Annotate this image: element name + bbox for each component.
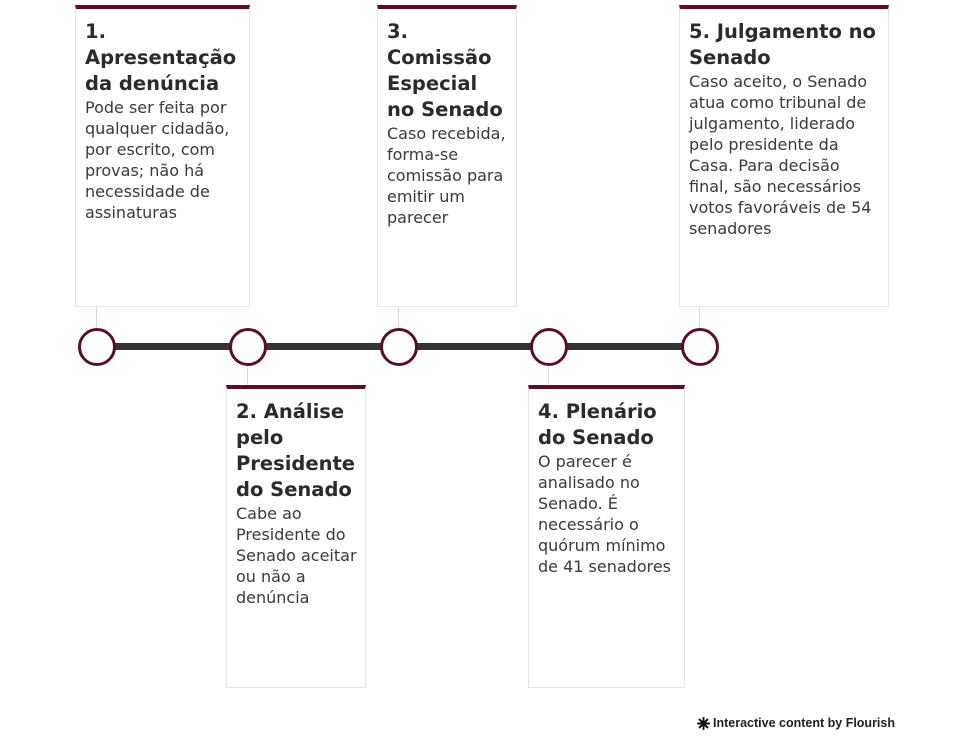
event-description: Caso aceito, o Senado atua como tribunal de julgamento, liderado pelo presidente da Casa. Para decisão final, são necessários votos favoráveis de 54 senadores bbox=[689, 72, 872, 238]
connector-3 bbox=[398, 307, 399, 329]
timeline-node-4[interactable] bbox=[530, 328, 568, 366]
event-title: 3. Comissão Especial no Senado bbox=[387, 20, 503, 121]
event-title: 2. Análise pelo Presidente do Senado bbox=[236, 400, 356, 501]
connector-1 bbox=[96, 307, 97, 329]
event-card-3 bbox=[377, 5, 517, 307]
event-title: 4. Plenário do Senado bbox=[538, 400, 657, 449]
event-title: 5. Julgamento no Senado bbox=[689, 20, 876, 69]
event-title: 1. Apresentação da denúncia bbox=[85, 20, 237, 95]
event-card-2 bbox=[226, 385, 366, 688]
event-card-4 bbox=[528, 385, 685, 688]
event-description: Caso recebida, forma-se comissão para emitir um parecer bbox=[387, 124, 506, 227]
connector-2 bbox=[247, 364, 248, 386]
timeline-node-3[interactable] bbox=[380, 328, 418, 366]
credit-text: Interactive content by Flourish bbox=[713, 716, 895, 730]
event-card-5 bbox=[679, 5, 889, 307]
timeline-node-2[interactable] bbox=[229, 328, 267, 366]
event-description: Cabe ao Presidente do Senado aceitar ou não a denúncia bbox=[236, 504, 357, 607]
event-description: O parecer é analisado no Senado. É necessário o quórum mínimo de 41 senadores bbox=[538, 452, 672, 576]
event-description: Pode ser feita por qualquer cidadão, por escrito, com provas; não há necessidade de assinaturas bbox=[85, 98, 230, 222]
flourish-credit-link[interactable] bbox=[697, 716, 895, 730]
connector-4 bbox=[548, 364, 549, 386]
event-card-1 bbox=[75, 5, 250, 307]
timeline-node-1[interactable] bbox=[78, 328, 116, 366]
flourish-logo-icon bbox=[697, 717, 710, 730]
connector-5 bbox=[699, 307, 700, 329]
timeline-node-5[interactable] bbox=[681, 328, 719, 366]
